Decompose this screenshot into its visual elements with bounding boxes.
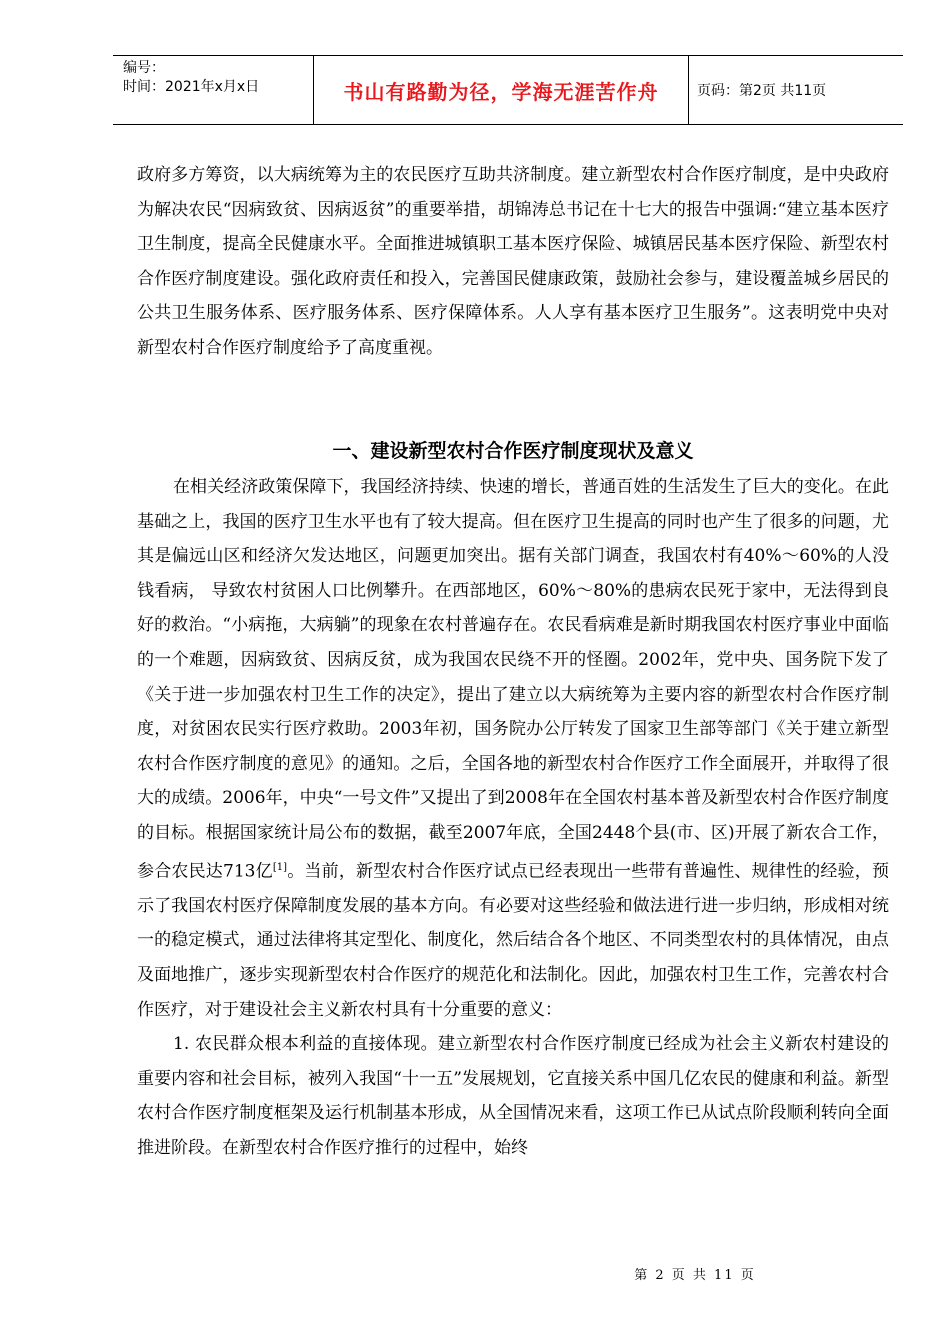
header-meta bbox=[113, 56, 314, 124]
section-heading: 一、建设新型农村合作医疗制度现状及意义 bbox=[332, 440, 694, 462]
main-section bbox=[137, 470, 889, 1166]
citation-marker: [1] bbox=[272, 861, 288, 873]
header-page-info: 页码：第2页 共11页 bbox=[697, 83, 827, 99]
document-date: 时间：2021年x月x日 bbox=[123, 79, 260, 95]
header-motto: 书山有路勤为径，学海无涯苦作舟 bbox=[343, 79, 659, 104]
header-motto-cell bbox=[314, 56, 689, 124]
main-paragraph-part-a: 在相关经济政策保障下，我国经济持续、快速的增长，普通百姓的生活发生了巨大的变化。在此基础之上，我国的医疗卫生水平也有了较大提高。但在医疗卫生提高的同时也产生了很多的问题，尤其是偏远山区和经济欠发达地区，问题更加突出。据有关部门调查，我国农村有40%～60%的人没钱看病， 导致农村贫困人口比例攀升。在西部地区，60%～80%的患病农民死于家中，无法得到良好的救治。“小病拖，大病躺”的现象在农村普遍存在。农民看病难是新时期我国农村医疗事业中面临的一个难题，因病致贫、因病反贫，成为我国农民绕不开的怪圈。2002年，党中央、国务院下发了《关于进一步加强农村卫生工作的决定》，提出了建立以大病统筹为主要内容的新型农村合作医疗制度，对贫困农民实行医疗救助。2003年初，国务院办公厅转发了国家卫生部等部门《关于建立新型农村合作医疗制度的意见》的通知。之后，全国各地的新型农村合作医疗工作全面展开，并取得了很大的成绩。2006年，中央“一号文件”又提出了到2008年在全国农村基本普及新型农村合作医疗制度的目标。根据国家统计局公布的数据，截至2007年底，全国2448个县(市、区)开展了新农合工作，参合农民达713亿 bbox=[137, 477, 889, 882]
intro-section bbox=[137, 158, 889, 366]
main-paragraph bbox=[137, 470, 889, 1027]
page-header bbox=[113, 55, 903, 125]
intro-paragraph: 政府多方筹资，以大病统筹为主的农民医疗互助共济制度。建立新型农村合作医疗制度，是中央政府为解决农民“因病致贫、因病返贫”的重要举措，胡锦涛总书记在十七大的报告中强调:“建立基本医疗卫生制度，提高全民健康水平。全面推进城镇职工基本医疗保险、城镇居民基本医疗保险、新型农村合作医疗制度建设。强化政府责任和投入，完善国民健康政策，鼓励社会参与，建设覆盖城乡居民的公共卫生服务体系、医疗服务体系、医疗保障体系。人人享有基本医疗卫生服务”。这表明党中央对新型农村合作医疗制度给予了高度重视。 bbox=[137, 165, 889, 358]
point-one-paragraph: 1. 农民群众根本利益的直接体现。建立新型农村合作医疗制度已经成为社会主义新农村建设的重要内容和社会目标，被列入我国“十一五”发展规划，它直接关系中国几亿农民的健康和利益。新型农村合作医疗制度框架及运行机制基本形成，从全国情况来看，这项工作已从试点阶段顺利转向全面推进阶段。在新型农村合作医疗推行的过程中，始终 bbox=[137, 1034, 889, 1158]
document-number-label: 编号： bbox=[123, 60, 165, 76]
header-page-cell bbox=[689, 56, 911, 124]
page-footer: 第 2 页 共 11 页 bbox=[634, 1268, 756, 1283]
main-paragraph-part-b: 。当前，新型农村合作医疗试点已经表现出一些带有普遍性、规律性的经验，预示了我国农村医疗保障制度发展的基本方向。有必要对这些经验和做法进行进一步归纳，形成相对统一的稳定模式，通过法律将其定型化、制度化，然后结合各个地区、不同类型农村的具体情况，由点及面地推广，逐步实现新型农村合作医疗的规范化和法制化。因此，加强农村卫生工作，完善农村合作医疗，对于建设社会主义新农村具有十分重要的意义： bbox=[137, 861, 889, 1020]
